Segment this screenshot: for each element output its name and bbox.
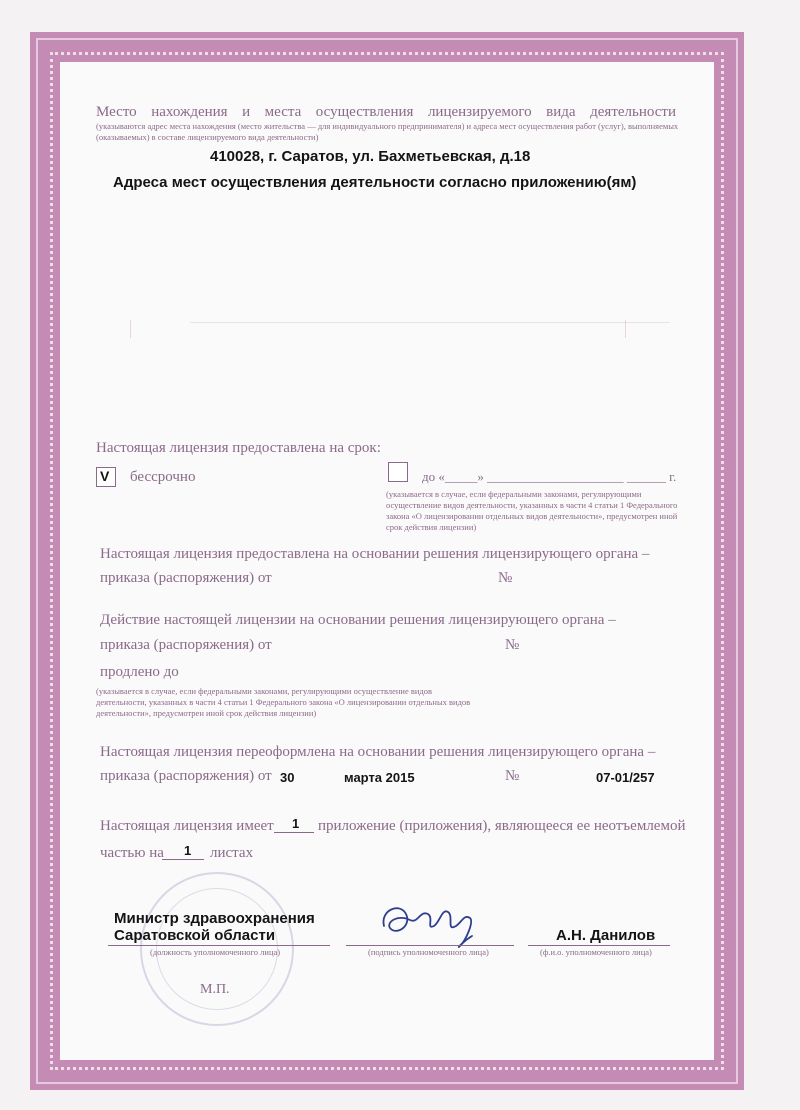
reissue-line1: Настоящая лицензия переоформлена на основании решения лицензирующего органа – [100, 744, 656, 760]
position-line2: Саратовской области [114, 927, 276, 944]
basis-num-sign: № [498, 570, 513, 586]
location-note: (указываются адрес места нахождения (место жительства — для индивидуального предпринимателя) и адреса мест осуществления работ (услуг), выполняемых (оказываемых) в составе лицензируемого вида деятельности) [96, 121, 679, 142]
reissue-day: 30 [280, 770, 295, 785]
position-caption: (должность уполномоченного лица) [150, 947, 281, 957]
appendix-suffix: приложение (приложения), являющееся ее неотъемлемой [318, 818, 686, 834]
appendix-prefix: Настоящая лицензия имеет [100, 818, 274, 834]
appendix-pages-prefix: частью на [100, 845, 164, 861]
name-underline [528, 945, 670, 946]
sign-caption: (подпись уполномоченного лица) [368, 947, 489, 957]
reissue-number: 07-01/257 [596, 770, 655, 785]
faded-text [190, 310, 670, 323]
extension-line1: Действие настоящей лицензии на основании решения лицензирующего органа – [100, 612, 616, 628]
faded-text [130, 320, 133, 338]
name-caption: (ф.и.о. уполномоченного лица) [540, 947, 652, 957]
extension-until: продлено до [100, 664, 179, 680]
activity-places: Адреса мест осуществления деятельности согласно приложению(ям) [113, 174, 637, 191]
extension-num-sign: № [505, 637, 520, 653]
indefinite-label: бессрочно [130, 469, 196, 485]
basis-line1: Настоящая лицензия предоставлена на основании решения лицензирующего органа – [100, 546, 650, 562]
appendix-pages: 1 [184, 843, 192, 858]
reissue-month-year: марта 2015 [344, 770, 415, 785]
indefinite-checkbox [96, 467, 116, 487]
reissue-num-sign: № [505, 768, 520, 784]
location-heading: Место нахождения и места осуществления лицензируемого вида деятельности [96, 104, 676, 120]
until-label: до «_____» _____________________ ______ г. [422, 469, 677, 484]
extension-note: (указывается в случае, если федеральными законами, регулирующими осуществление видов деятельности, указанных в части 4 статьи 1 Федерального закона «О лицензировании отдельных видов деятельности», предусмотрен иной срок действия лицензии) [96, 686, 471, 718]
position-underline [108, 945, 330, 946]
sign-underline [346, 945, 514, 946]
extension-line2: приказа (распоряжения) от [100, 637, 272, 653]
official-name: А.Н. Данилов [556, 927, 656, 944]
appendix-pages-underline [162, 859, 204, 860]
until-note: (указывается в случае, если федеральными законами, регулирующими осуществление видов деятельности, указанных в части 4 статьи 1 Федерального закона «О лицензировании отдельных видов деятельности», предусмотрен иной срок действия лицензии) [386, 489, 678, 532]
term-heading: Настоящая лицензия предоставлена на срок: [96, 440, 381, 456]
appendix-count: 1 [292, 816, 300, 831]
appendix-count-underline [274, 832, 314, 833]
until-checkbox [388, 462, 408, 482]
address: 410028, г. Саратов, ул. Бахметьевская, д.18 [210, 148, 531, 165]
checkmark: V [100, 468, 110, 484]
position-line1: Министр здравоохранения [114, 910, 315, 927]
appendix-pages-suffix: листах [210, 845, 254, 861]
basis-line2: приказа (распоряжения) от [100, 570, 272, 586]
faded-text [625, 320, 628, 338]
reissue-line2: приказа (распоряжения) от [100, 768, 272, 784]
seal-label: М.П. [200, 982, 230, 997]
